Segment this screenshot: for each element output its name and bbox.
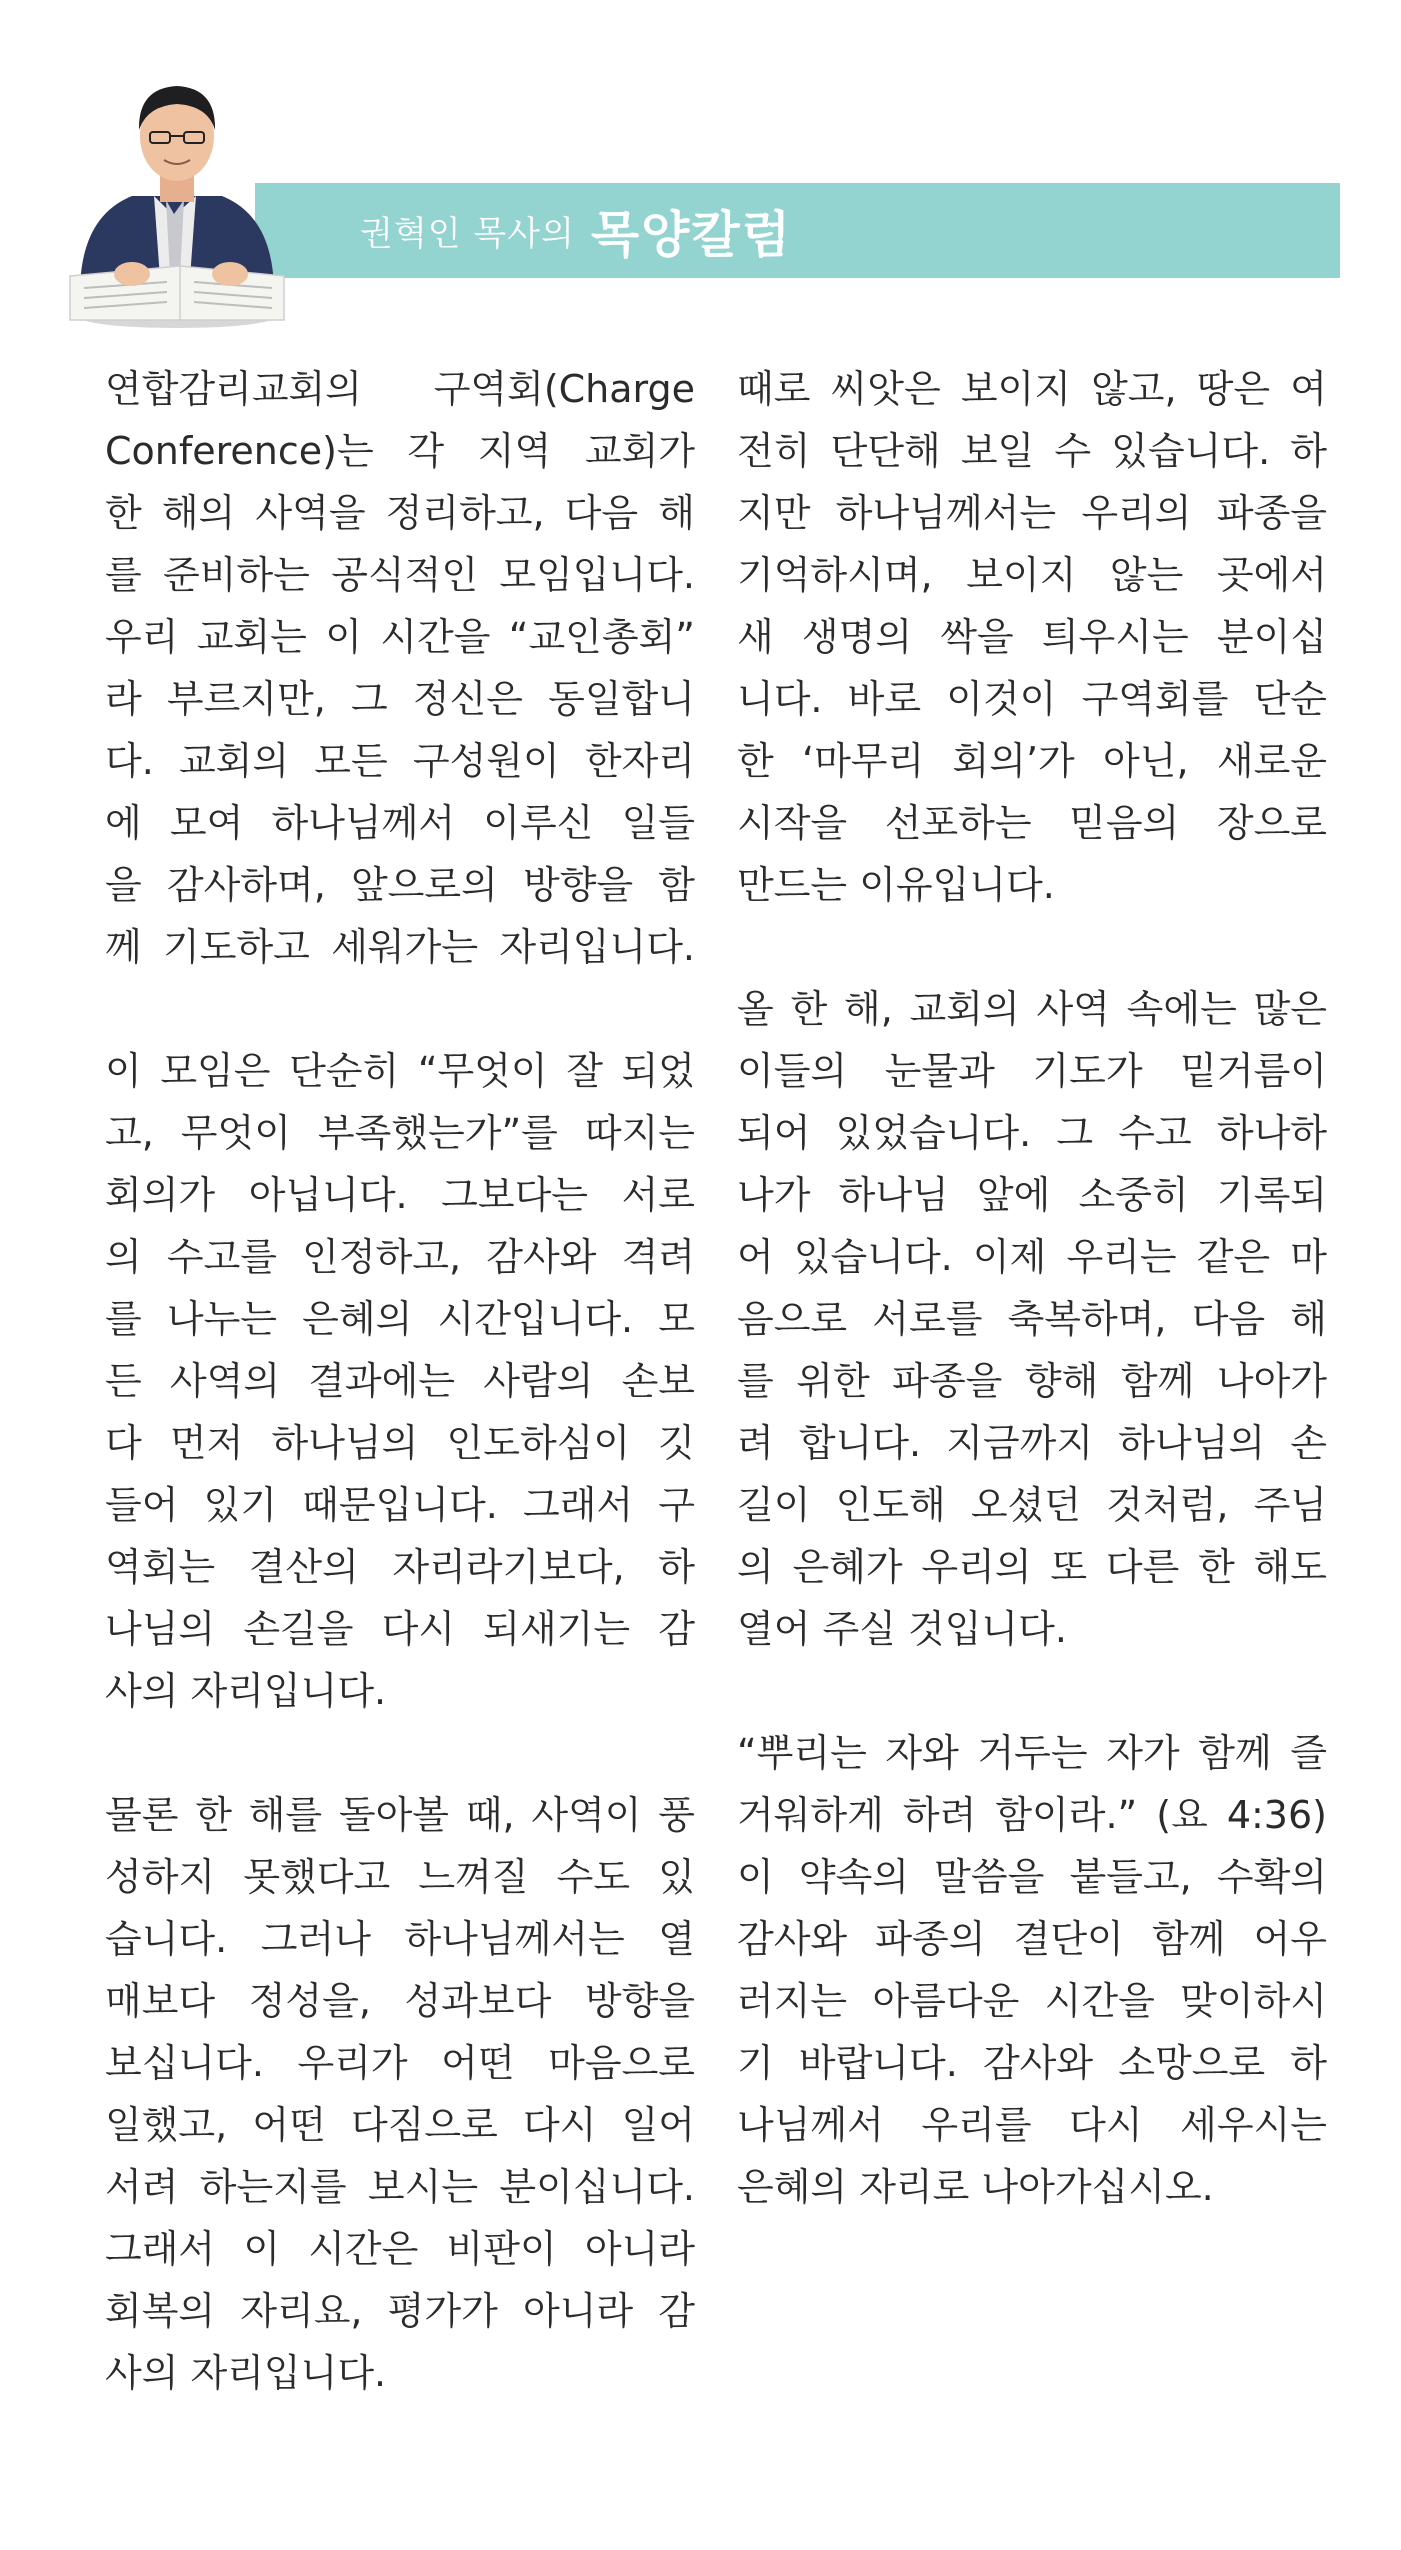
text-line: 를 준비하는 공식적인 모임입니다. — [105, 553, 695, 597]
text-line: 새 생명의 싹을 틔우시는 분이십 — [737, 615, 1327, 659]
text-line: 의 은혜가 우리의 또 다른 한 해도 — [737, 1545, 1327, 1589]
text-line: 올 한 해, 교회의 사역 속에는 많은 — [737, 987, 1327, 1031]
text-line: 역회는 결산의 자리라기보다, 하 — [105, 1545, 695, 1589]
left-column — [105, 358, 695, 2466]
text-line: 을 감사하며, 앞으로의 방향을 함 — [105, 863, 695, 907]
text-line: 매보다 정성을, 성과보다 방향을 — [105, 1979, 695, 2023]
text-line: 사의 자리입니다. — [105, 2351, 387, 2395]
text-line: “뿌리는 자와 거두는 자가 함께 즐 — [737, 1731, 1327, 1775]
text-line: 되어 있었습니다. 그 수고 하나하 — [737, 1111, 1327, 1155]
text-line: 려 합니다. 지금까지 하나님의 손 — [737, 1421, 1327, 1465]
paragraph — [105, 1784, 695, 2404]
text-line: 기억하시며, 보이지 않는 곳에서 — [737, 553, 1327, 597]
text-line: 나가 하나님 앞에 소중히 기록되 — [737, 1173, 1327, 1217]
text-line: 께 기도하고 세워가는 자리입니다. — [105, 925, 695, 969]
text-line: 은혜의 자리로 나아가십시오. — [737, 2165, 1214, 2209]
paragraph — [737, 978, 1327, 1660]
text-line: 어 있습니다. 이제 우리는 같은 마 — [737, 1235, 1327, 1279]
paragraph — [737, 1722, 1327, 2218]
text-line: 거워하게 하려 함이라.” (요 4:36) — [737, 1793, 1327, 1837]
text-line: 서려 하는지를 보시는 분이십니다. — [105, 2165, 695, 2209]
header-title-group — [360, 193, 792, 268]
text-line: 이들의 눈물과 기도가 밑거름이 — [737, 1049, 1327, 1093]
text-line: 물론 한 해를 돌아볼 때, 사역이 풍 — [105, 1793, 695, 1837]
text-line: 고, 무엇이 부족했는가”를 따지는 — [105, 1111, 695, 1155]
text-line: 음으로 서로를 축복하며, 다음 해 — [737, 1297, 1327, 1341]
text-line: 감사와 파종의 결단이 함께 어우 — [737, 1917, 1327, 1961]
text-line: 일했고, 어떤 다짐으로 다시 일어 — [105, 2103, 695, 2147]
text-line: 니다. 바로 이것이 구역회를 단순 — [737, 677, 1327, 721]
text-line: 회복의 자리요, 평가가 아니라 감 — [105, 2289, 695, 2333]
pastor-portrait — [62, 48, 287, 333]
text-line: 에 모여 하나님께서 이루신 일들 — [105, 801, 695, 845]
paragraph — [737, 358, 1327, 916]
text-line: 러지는 아름다운 시간을 맞이하시 — [737, 1979, 1327, 2023]
text-line: 나님의 손길을 다시 되새기는 감 — [105, 1607, 695, 1651]
text-line: Conference)는 각 지역 교회가 — [105, 429, 695, 473]
text-line: 연합감리교회의 구역회(Charge — [105, 367, 695, 411]
text-line: 를 위한 파종을 향해 함께 나아가 — [737, 1359, 1327, 1403]
text-line: 든 사역의 결과에는 사람의 손보 — [105, 1359, 695, 1403]
text-line: 열어 주실 것입니다. — [737, 1607, 1067, 1651]
text-line: 이 약속의 말씀을 붙들고, 수확의 — [737, 1855, 1327, 1899]
text-line: 한 해의 사역을 정리하고, 다음 해 — [105, 491, 695, 535]
right-column — [737, 358, 1327, 2280]
text-line: 라 부르지만, 그 정신은 동일합니 — [105, 677, 695, 721]
header-title: 목양칼럼 — [590, 205, 793, 264]
text-line: 우리 교회는 이 시간을 “교인총회” — [105, 615, 695, 659]
text-line: 전히 단단해 보일 수 있습니다. 하 — [737, 429, 1327, 473]
text-line: 습니다. 그러나 하나님께서는 열 — [105, 1917, 695, 1961]
text-line: 한 ‘마무리 회의’가 아닌, 새로운 — [737, 739, 1327, 783]
paragraph — [105, 358, 695, 978]
text-line: 회의가 아닙니다. 그보다는 서로 — [105, 1173, 695, 1217]
text-line: 들어 있기 때문입니다. 그래서 구 — [105, 1483, 695, 1527]
text-line: 시작을 선포하는 믿음의 장으로 — [737, 801, 1327, 845]
text-line: 다 먼저 하나님의 인도하심이 깃 — [105, 1421, 695, 1465]
text-line: 길이 인도해 오셨던 것처럼, 주님 — [737, 1483, 1327, 1527]
text-line: 이 모임은 단순히 “무엇이 잘 되었 — [105, 1049, 695, 1093]
text-line: 만드는 이유입니다. — [737, 863, 1055, 907]
text-line: 나님께서 우리를 다시 세우시는 — [737, 2103, 1327, 2147]
text-line: 그래서 이 시간은 비판이 아니라 — [105, 2227, 695, 2271]
header-subtitle: 권혁인 목사의 — [360, 214, 575, 254]
text-line: 다. 교회의 모든 구성원이 한자리 — [105, 739, 695, 783]
text-line: 를 나누는 은혜의 시간입니다. 모 — [105, 1297, 695, 1341]
text-line: 때로 씨앗은 보이지 않고, 땅은 여 — [737, 367, 1327, 411]
text-line: 기 바랍니다. 감사와 소망으로 하 — [737, 2041, 1327, 2085]
paragraph — [105, 1040, 695, 1722]
text-line: 지만 하나님께서는 우리의 파종을 — [737, 491, 1327, 535]
text-line: 보십니다. 우리가 어떤 마음으로 — [105, 2041, 695, 2085]
text-line: 사의 자리입니다. — [105, 1669, 387, 1713]
text-line: 성하지 못했다고 느껴질 수도 있 — [105, 1855, 695, 1899]
text-line: 의 수고를 인정하고, 감사와 격려 — [105, 1235, 695, 1279]
